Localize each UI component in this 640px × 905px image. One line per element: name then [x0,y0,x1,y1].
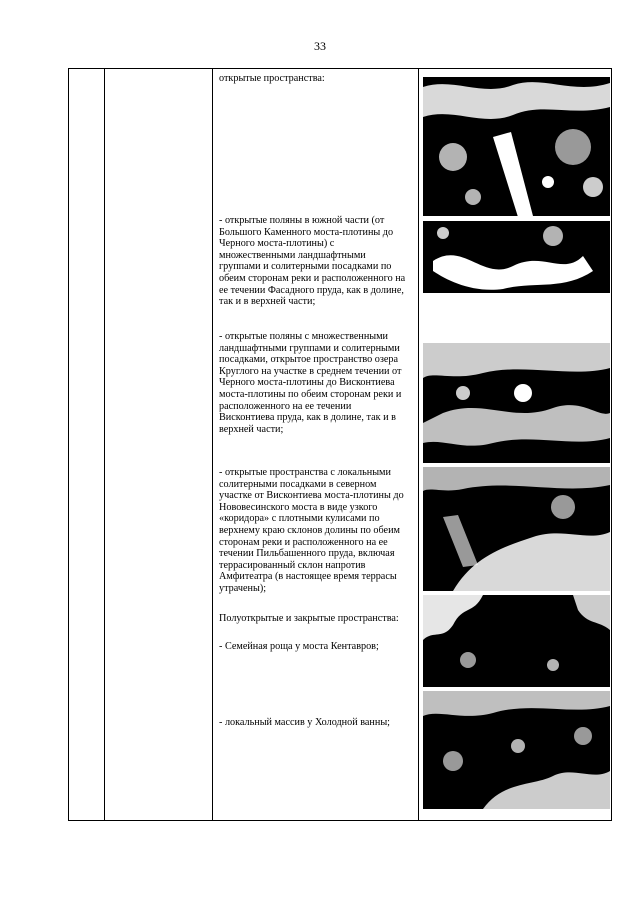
photo-open-spaces [423,77,610,216]
column-divider [212,69,213,820]
southern-glades-text: - открытые поляны в южной части (от Большого Каменного моста-плотины до Черного моста-плотины) с множественными ландшафтными группами и солитерными посадками по обеим сторонам реки и расположенного на ее течении Фасадного пруда, как в долине, так и в верхней части; [219,215,406,308]
family-grove-text: - Семейная роща у моста Кентавров; [219,641,379,652]
column-divider [418,69,419,820]
northern-corridor-text: - открытые пространства с локальными солитерными посадками в северном участке от Висконтиева моста-плотины до Нововесинского моста в виде узкого «коридора» с плотными кулисами по верхнему краю склонов долины по обеим сторонам реки и расположенного на ее течении Пильбашенного пруда, включая террасированный склон напротив Амфитеатра (в настоящее время террасы утрачены); [219,467,404,594]
photo-northern-corridor [423,467,610,591]
semi-open-heading: Полуоткрытые и закрытые пространства: [219,613,399,624]
landscape-table [68,68,612,821]
middle-glades-text: - открытые поляны с множественными ландшафтными группами и солитерными посадками, открытое пространство озера Круглого на участке в среднем течении от Черного моста-плотины до Висконтиева моста-плотины по обеим сторонам реки и расположенного на ее течении Висконтиева пруда, как в долине, так и в верхней части; [219,331,402,435]
open-spaces-heading: открытые пространства: [219,73,325,84]
photo-cold-bath-massif [423,691,610,809]
photo-middle-glades [423,343,610,463]
column-divider [104,69,105,820]
photo-southern-glades [423,221,610,293]
photo-family-grove [423,595,610,687]
cold-bath-massif-text: - локальный массив у Холодной ванны; [219,717,391,728]
page-number: 33 [314,39,326,53]
